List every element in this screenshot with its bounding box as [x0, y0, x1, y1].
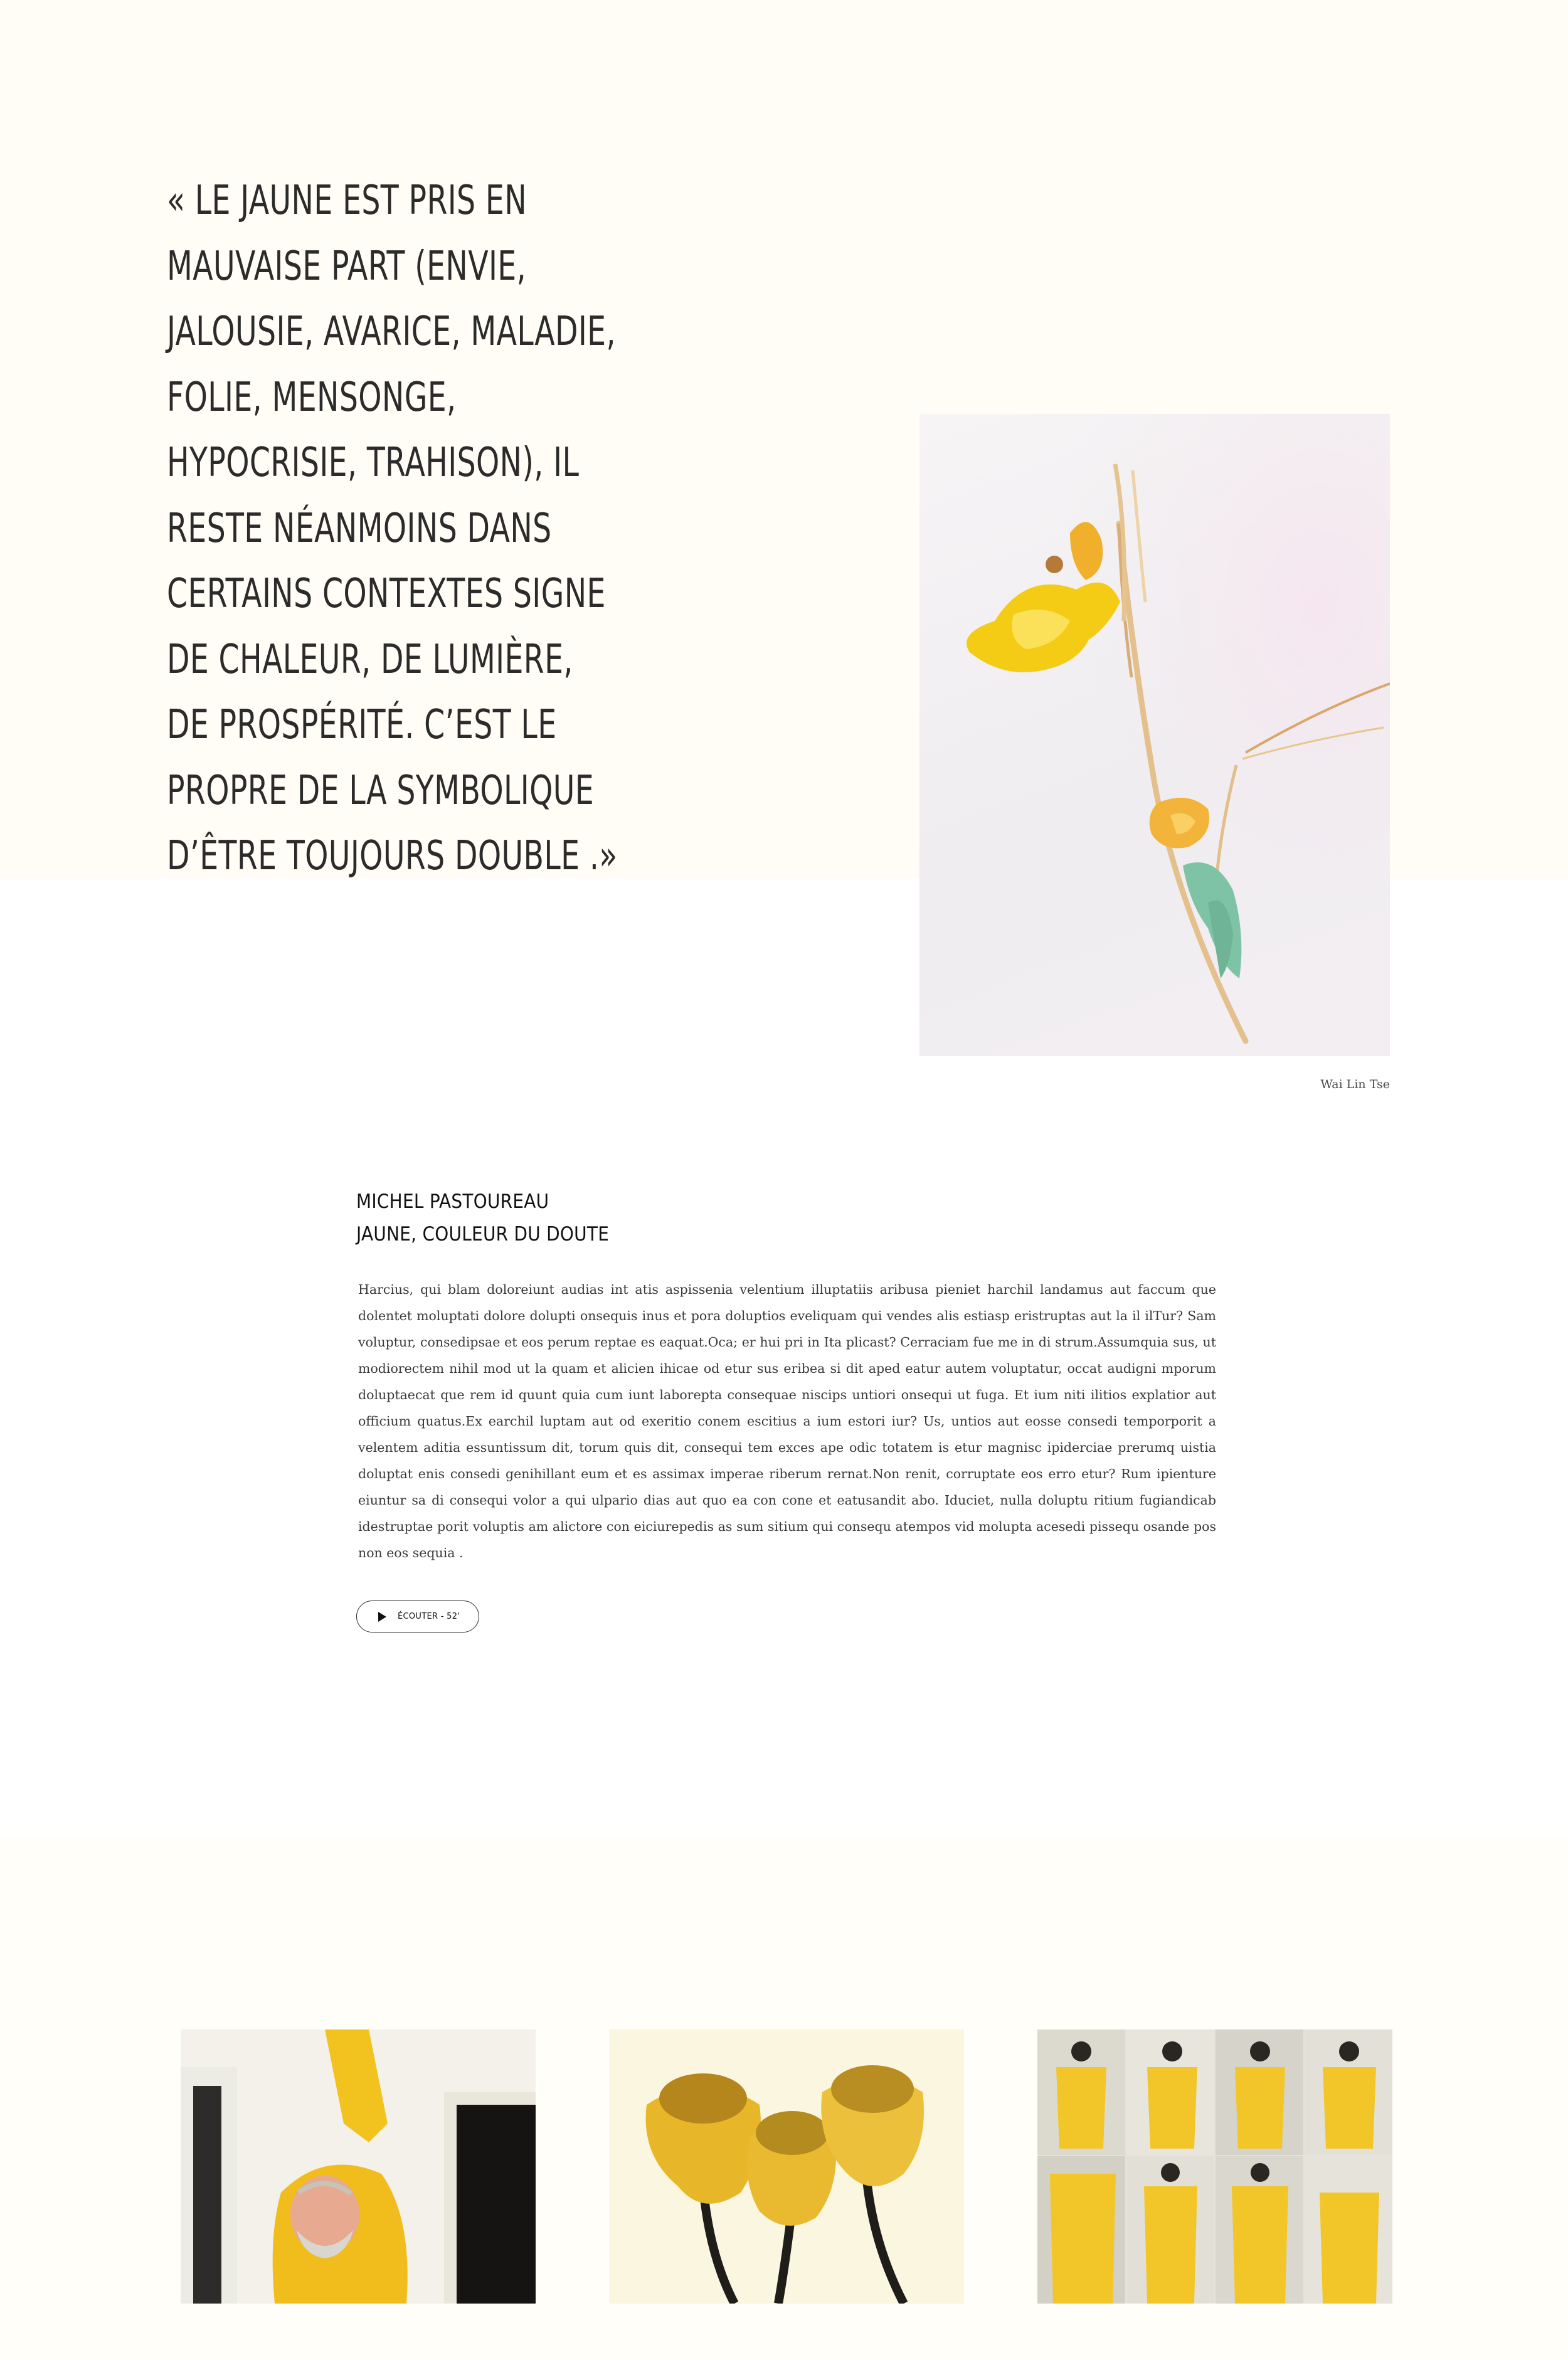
article-body: Harcius, qui blam doloreiunt audias int atis aspissenia velentium illuptatiis aribusa pieniet harchil landamus aut faccum que dolentet moluptati dolore dolupti onsequis inus et pora doluptios eveliquam qui vendes alis estiasp eristruptas aut la il ilTur? Sam voluptur, consedipsae et eos perum reptae es eaquat.Oca; er hui pri in Ita plicast? Cerraciam fue me in di strum.Assumquia sus, ut modiorectem nihil mod ut la quam et alicien ihicae od etur sus eribea si dit aped eatur autem voluptatur, occat audigni mporum doluptaecat que rem id quunt quia cum iunt laborepta consequae niscips untiori onsequi ut fuga. Et ium niti ilitios explatior aut officium quatus.Ex earchil luptam aut od exeritio conem escitius a ium estori iur? Us, untios aut eosse consedi temporporit a velentem aditia essuntissum dit, torum quis dit, consequi tem exces ape odic totatem is etur magnisc ipiderciae prerumq uistia doluptat enis consedi genihillant eum et es assimax imperae riberum rernat.Non renit, corruptate eos erro etur? Rum ipienture eiuntur sa di consequi volor a qui ulpario dias aut quo ea con cone et eatusandit abo. Iduciet, nulla doluptu ritium fugiandicab idestruptae porit voluptis am alictore con eiciurepedis as sum sitium qui consequ atempos vid molupta acesedi pissequ osande pos non eos sequia . [358, 1282, 1216, 1560]
listen-label [398, 1612, 460, 1621]
author-name: MICHEL PASTOUREAU [356, 1190, 549, 1213]
gallery-photo-yellow-dress-collage[interactable] [1037, 2029, 1392, 2304]
listen-duration: - 52' [438, 1612, 460, 1621]
article-heading [356, 1185, 609, 1251]
article-title: JAUNE, COULEUR DU DOUTE [356, 1223, 610, 1246]
pull-quote: « LE JAUNE EST PRIS EN MAUVAISE PART (ENVIE, JALOUSIE, AVARICE, MALADIE, FOLIE, MENSONGE, HYPOCRISIE, TRAHISON), IL RESTE NÉANMOINS DANS CERTAINS CONTEXTES SIGNE DE CHALEUR, DE LUMIÈRE, DE PROSPÉRITÉ. C’EST LE PROPRE DE LA SYMBOLIQUE D’ÊTRE TOUJOURS DOUBLE .» [167, 177, 618, 879]
gallery-photo-man-yellow-shirt[interactable] [181, 2029, 536, 2304]
play-icon [378, 1612, 386, 1622]
hero-photo-flower [919, 414, 1390, 1056]
photo-credit: Wai Lin Tse [1320, 1077, 1390, 1091]
listen-label-text: ÉCOUTER [398, 1612, 438, 1621]
listen-button[interactable] [356, 1601, 479, 1632]
gallery-photo-yellow-flowers[interactable] [609, 2029, 964, 2304]
